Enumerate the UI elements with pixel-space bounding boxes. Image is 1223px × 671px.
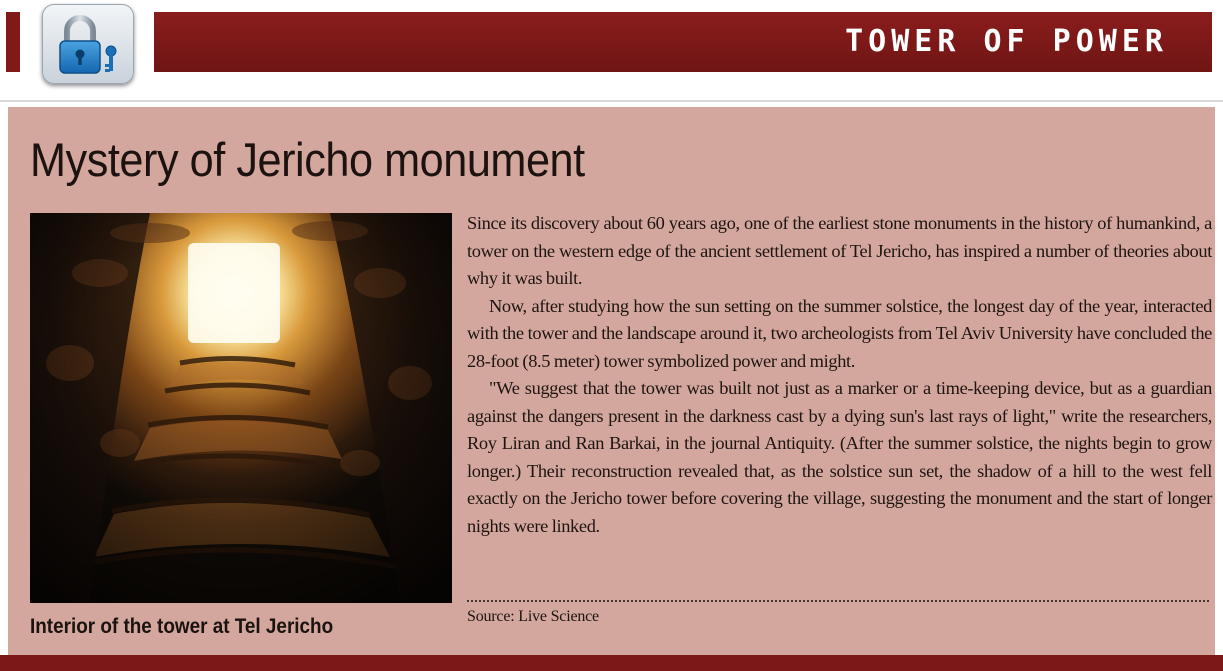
tower-interior-photo: [30, 213, 452, 603]
article-source: Source: Live Science: [467, 608, 599, 625]
article-panel: [8, 107, 1215, 655]
article-paragraph: Now, after studying how the sun setting on the summer solstice, the longest day of the year, interacted with the tower and the landscape around it, two archeologists from Tel Aviv University have concluded the 28-foot (8.5 meter) tower symbolized power and might.: [467, 295, 1212, 371]
header-accent-stub: [6, 12, 20, 72]
section-title: TOWER OF POWER: [845, 24, 1168, 59]
header-divider: [0, 100, 1223, 102]
header-bar: [154, 12, 1212, 72]
article-paragraph: Since its discovery about 60 years ago, one of the earliest stone monuments in the history of humankind, a tower on the western edge of the ancient settlement of Tel Jericho, has inspired a number of theories about why it was built.: [467, 213, 1212, 289]
article-headline: Mystery of Jericho monument: [30, 133, 585, 186]
footer-bar: [0, 655, 1223, 671]
section-header: [0, 0, 1223, 104]
article-paragraph: "We suggest that the tower was built not just as a marker or a time-keeping device, but as a guardian against the dangers present in the darkness cast by a dying sun's last rays of light," write the researchers, Roy Liran and Ran Barkai, in the journal Antiquity. (After the summer solstice, the nights begin to grow longer.) Their reconstruction revealed that, as the solstice sun set, the shadow of a hill to the west fell exactly on the Jericho tower before covering the village, suggesting the monument and the start of longer nights were linked.: [467, 378, 1212, 537]
lock-key-icon: [42, 4, 134, 84]
photo-caption: Interior of the tower at Tel Jericho: [30, 615, 334, 638]
source-divider: [467, 600, 1209, 602]
article-body: [467, 210, 1212, 541]
